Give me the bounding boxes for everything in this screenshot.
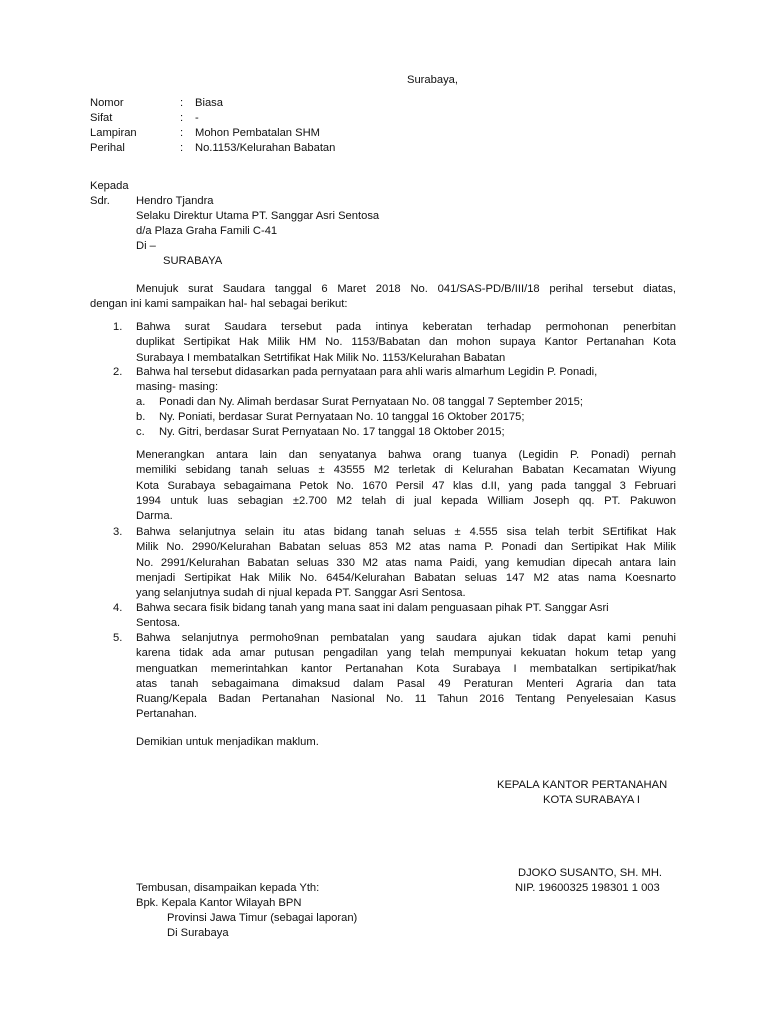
explanation-line: Menerangkan antara lain dan senyatanya bahwa orang tuanya (Legidin P. Ponadi) pernah (136, 449, 676, 461)
recipient-city: SURABAYA (163, 255, 223, 267)
header-colon: : (180, 97, 184, 109)
explanation-line: Darma. (136, 510, 173, 523)
cc-location: Di Surabaya (167, 927, 229, 939)
point-line: menjadi Sertipikat Hak Milik No. 6454/Kelurahan Babatan seluas 147 M2 atas nama Koesnarto (136, 571, 676, 584)
header-label: Lampiran (90, 127, 137, 139)
letter-place: Surabaya, (407, 74, 458, 86)
point-line: masing- masing: (136, 381, 219, 394)
header-row-perihal (0, 141, 768, 156)
header-row-sifat (0, 111, 768, 126)
recipient-position: Selaku Direktur Utama PT. Sanggar Asri Sentosa (136, 210, 380, 222)
point-number: 3. (113, 526, 123, 538)
point-line: No. 2991/Kelurahan Babatan seluas 330 M2 atas nama Paidi, yang kemudian dipecah antara lain (136, 556, 676, 569)
point-line: karena tidak ada amar putusan pengadilan yang telah mempunyai kekuatan hokum tetap yang (136, 647, 676, 660)
cc-province: Provinsi Jawa Timur (sebagai laporan) (167, 912, 358, 924)
subitem-letter: c. (136, 426, 145, 438)
subitem-letter: b. (136, 411, 146, 423)
point-number: 5. (113, 632, 123, 644)
header-label: Sifat (90, 112, 113, 124)
point-number: 1. (113, 321, 123, 333)
header-value: Mohon Pembatalan SHM (195, 127, 320, 139)
recipient-name: Hendro Tjandra (136, 195, 214, 207)
explanation-line: Kota Surabaya sebagaimana Petok No. 1670 Persil 47 klas d.II, yang pada tanggal 3 Februari (136, 479, 676, 492)
cc-recipient: Bpk. Kepala Kantor Wilayah BPN (136, 897, 302, 909)
point-line: menguatkan memerintahkan kantor Pertanahan Kota Surabaya I membatalkan sertipikat/hak (136, 662, 676, 675)
point-line: Bahwa selanjutnya permoho9nan pembatalan yang saudara ajukan tidak dapat kami penuhi (136, 632, 676, 644)
header-colon: : (180, 142, 184, 154)
point-2-text (136, 365, 676, 396)
intro-line: dengan ini kami sampaikan hal- hal sebagai berikut: (90, 298, 348, 311)
point-line: Surabaya I membatalkan Setrtifikat Hak Milik No. 1153/Kelurahan Babatan (136, 351, 506, 364)
recipient-di: Di – (136, 240, 156, 252)
header-colon: : (180, 112, 184, 124)
closing-line: Demikian untuk menjadikan maklum. (136, 736, 319, 748)
point-4-text (136, 601, 676, 632)
point-line: Pertanahan. (136, 708, 197, 721)
header-row-lampiran (0, 126, 768, 141)
explanation-paragraph (136, 448, 676, 524)
intro-paragraph (90, 282, 676, 313)
header-label: Perihal (90, 142, 125, 154)
to-label: Kepada (90, 180, 129, 192)
subitem-letter: a. (136, 396, 146, 408)
header-value: No.1153/Kelurahan Babatan (195, 142, 336, 154)
point-5-text (136, 631, 676, 723)
point-line: Sentosa. (136, 617, 181, 630)
recipient-address: d/a Plaza Graha Famili C-41 (136, 225, 278, 237)
signatory-nip: NIP. 19600325 198301 1 003 (515, 882, 660, 894)
point-line: duplikat Sertipikat Hak Milik HM No. 1153/Babatan dan mohon supaya Kantor Pertanahan Kota (136, 336, 676, 349)
cc-heading: Tembusan, disampaikan kepada Yth: (136, 882, 320, 894)
point-number: 4. (113, 602, 123, 614)
point-line: Bahwa secara fisik bidang tanah yang mana saat ini dalam penguasaan pihak PT. Sanggar Asri (136, 602, 609, 614)
point-line: Bahwa selanjutnya selain itu atas bidang tanah seluas ± 4.555 sisa telah terbit SErtifikat Hak (136, 526, 676, 538)
point-line: Bahwa surat Saudara tersebut pada intinya keberatan terhadap permohonan penerbitan (136, 321, 676, 333)
sdr-label: Sdr. (90, 195, 110, 207)
header-label: Nomor (90, 97, 124, 109)
point-line: atas tanah sebagaimana dimaksud dalam Pasal 49 Peraturan Menteri Agraria dan tata (136, 677, 676, 690)
signatory-title: KEPALA KANTOR PERTANAHAN (497, 779, 668, 791)
subitem-text: Ny. Gitri, berdasar Surat Pernyataan No. 17 tanggal 18 Oktober 2015; (159, 426, 505, 438)
subitem-text: Ny. Poniati, berdasar Surat Pernyataan No. 10 tanggal 16 Oktober 20175; (159, 411, 525, 423)
point-line: yang selanjutnya sudah di njual kepada PT. Sanggar Asri Sentosa. (136, 587, 466, 600)
point-number: 2. (113, 366, 123, 378)
signatory-office: KOTA SURABAYA I (543, 794, 640, 806)
subitem-text: Ponadi dan Ny. Alimah berdasar Surat Pernyataan No. 08 tanggal 7 September 2015; (159, 396, 583, 408)
point-line: Milik No. 2990/Kelurahan Babatan seluas 853 M2 atas nama P. Ponadi dan Sertipikat Hak Milik (136, 541, 676, 554)
explanation-line: memiliki sebidang tanah seluas ± 43555 M2 terletak di Kelurahan Babatan Kecamatan Wiyung (136, 464, 676, 477)
header-colon: : (180, 127, 184, 139)
explanation-line: 1994 untuk luas sebagian ±2.700 M2 telah di jual kepada William Joseph qq. PT. Pakuwon (136, 494, 676, 507)
header-row-nomor (0, 96, 768, 111)
intro-line: Menujuk surat Saudara tanggal 6 Maret 2018 No. 041/SAS-PD/B/III/18 perihal tersebut diatas, (136, 283, 676, 295)
point-line: Ruang/Kepala Badan Pertanahan Nasional No. 11 Tahun 2016 Tentang Penyelesaian Kasus (136, 693, 676, 706)
header-value: - (195, 112, 199, 124)
signatory-name: DJOKO SUSANTO, SH. MH. (518, 867, 663, 879)
point-3-text (136, 525, 676, 601)
point-1-text (136, 320, 676, 366)
point-line: Bahwa hal tersebut didasarkan pada pernyataan para ahli waris almarhum Legidin P. Ponadi, (136, 366, 598, 378)
header-value: Biasa (195, 97, 223, 109)
